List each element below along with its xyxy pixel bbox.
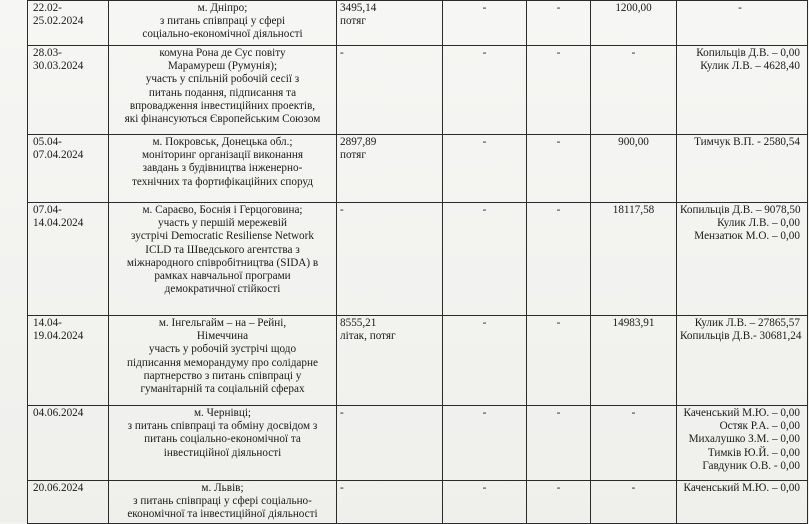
trip-destination-text: технічних та фортифікаційних споруд xyxy=(132,175,313,188)
expense-col6-cell xyxy=(591,203,677,316)
participants-cell xyxy=(677,203,808,316)
trip-dates-cell xyxy=(28,135,109,203)
trip-destination-text: Німеччина xyxy=(196,330,249,343)
trip-dates-text: 14.04- xyxy=(33,317,62,329)
travel-cost-cell xyxy=(337,46,443,135)
trip-destination-text: партнерство з питань співпраці у xyxy=(143,369,302,382)
trip-destination-text: інвестиційної діяльності xyxy=(163,446,282,459)
expense-col5-cell xyxy=(527,316,591,406)
table-body xyxy=(28,1,808,524)
table-row xyxy=(28,46,808,135)
trip-destination-text: впровадження інвестиційних проектів, xyxy=(129,99,316,112)
participants-text: Копильців Д.В. – 9078,50 xyxy=(680,204,801,216)
participants-text: Копильців Д.В.- 30681,24 xyxy=(680,330,802,343)
participants-text: Кулик Л.В. – 4628,40 xyxy=(700,60,800,73)
trip-dates-text: 28.03- xyxy=(33,47,62,59)
trip-destination-text: економічної та інвестиційної діяльності xyxy=(127,508,318,521)
expense-col5-cell xyxy=(527,406,591,481)
travel-cost-text: 2897,89 xyxy=(340,136,377,148)
travel-cost-cell xyxy=(337,135,443,203)
trip-destination-text: підписання меморандуму про солідарне xyxy=(127,356,318,369)
trip-destination-text: питань соціально-економічної та xyxy=(144,433,301,446)
travel-cost-text: 8555,21 xyxy=(340,317,377,329)
trip-dates-text: 30.03.2024 xyxy=(33,60,84,73)
expense-col5-cell xyxy=(527,1,591,46)
expense-col5-cell xyxy=(527,135,591,203)
expense-col5-cell xyxy=(527,481,591,524)
expense-col4-cell xyxy=(443,481,527,524)
expense-col5-cell xyxy=(527,46,591,135)
travel-cost-text: літак, потяг xyxy=(340,330,396,343)
trip-destination-cell xyxy=(109,406,337,481)
expense-col4-text: - xyxy=(482,482,487,494)
trip-dates-cell xyxy=(28,316,109,406)
expense-col4-text: - xyxy=(482,136,487,148)
expense-col6-cell xyxy=(591,135,677,203)
trip-dates-text: 20.06.2024 xyxy=(33,482,84,494)
participants-text: Каченський М.Ю. – 0,00 xyxy=(683,482,800,494)
trip-destination-text: участь у першій мережевій xyxy=(158,217,287,230)
trip-dates-cell xyxy=(28,406,109,481)
expense-col5-text: - xyxy=(556,317,561,329)
trip-destination-text: участь у спільній робочій сесії з xyxy=(145,73,300,86)
trip-destination-text: м. Львів; xyxy=(201,482,244,494)
expense-col5-text: - xyxy=(556,482,561,494)
expense-col5-cell xyxy=(527,203,591,316)
trip-destination-text: м. Чернівці; xyxy=(193,407,252,419)
participants-text: Тимків Ю.Й. – 0,00 xyxy=(707,446,800,459)
trip-destination-text: питань подання, підписання та xyxy=(148,86,297,99)
trip-dates-cell xyxy=(28,481,109,524)
trip-destination-text: які фінансуються Європейським Союзом xyxy=(124,113,321,126)
trip-dates-text: 14.04.2024 xyxy=(33,217,84,230)
expense-col4-text: - xyxy=(482,317,487,329)
participants-text: Мензатюк М.О. – 0,00 xyxy=(694,230,800,243)
trip-destination-cell xyxy=(109,1,337,46)
travel-cost-cell xyxy=(337,316,443,406)
participants-text: - xyxy=(738,2,742,14)
business-trips-table xyxy=(27,0,808,524)
travel-cost-text: - xyxy=(340,407,344,419)
travel-cost-text: 3495,14 xyxy=(340,2,377,14)
participants-text: Копильців Д.В. – 0,00 xyxy=(696,47,800,59)
trip-dates-text: 22.02- xyxy=(33,2,62,14)
expense-col6-cell xyxy=(591,406,677,481)
expense-col6-cell xyxy=(591,316,677,406)
trip-dates-text: 07.04- xyxy=(33,204,62,216)
trip-destination-text: м. Покровськ, Донецька обл.; xyxy=(152,136,293,148)
participants-cell xyxy=(677,46,808,135)
expense-col5-text: - xyxy=(556,2,561,14)
participants-cell xyxy=(677,1,808,46)
trip-dates-text: 07.04.2024 xyxy=(33,149,84,162)
trip-dates-cell xyxy=(28,203,109,316)
table-row xyxy=(28,135,808,203)
trip-destination-text: міжнародного співробітництва (SIDA) в xyxy=(126,256,319,269)
participants-text: Тимчук В.П. - 2580,54 xyxy=(694,136,800,148)
trip-destination-text: з питань співпраці у сфері соціально- xyxy=(133,495,312,508)
trip-dates-text: 25.02.2024 xyxy=(33,15,84,28)
trip-destination-text: комуна Рона де Сус повіту xyxy=(159,47,286,59)
expense-col6-cell xyxy=(591,1,677,46)
expense-col6-text: 900,00 xyxy=(618,136,649,148)
expense-col6-text: 1200,00 xyxy=(615,2,652,14)
table-row xyxy=(28,1,808,46)
trip-destination-text: м. Інгельгайм – на – Рейні, xyxy=(158,317,287,329)
expense-col5-text: - xyxy=(556,47,561,59)
expense-col6-text: 14983,91 xyxy=(612,317,655,329)
table-row xyxy=(28,316,808,406)
expense-col6-cell xyxy=(591,46,677,135)
expense-col5-text: - xyxy=(556,407,561,419)
travel-cost-cell xyxy=(337,406,443,481)
participants-cell xyxy=(677,135,808,203)
expense-col4-cell xyxy=(443,316,527,406)
trip-dates-cell xyxy=(28,1,109,46)
trip-destination-text: рамках навчальної програми xyxy=(154,270,291,283)
travel-cost-text: потяг xyxy=(340,15,366,28)
table-row xyxy=(28,481,808,524)
expense-col6-cell xyxy=(591,481,677,524)
trip-destination-cell xyxy=(109,46,337,135)
trip-destination-text: м. Сараєво, Боснія і Герцоговина; xyxy=(142,204,303,216)
participants-text: Михалушко З.М. – 0,00 xyxy=(688,433,800,446)
travel-cost-cell xyxy=(337,481,443,524)
participants-cell xyxy=(677,316,808,406)
table-row xyxy=(28,406,808,481)
travel-cost-text: - xyxy=(340,47,344,59)
travel-cost-cell xyxy=(337,1,443,46)
trip-destination-cell xyxy=(109,316,337,406)
participants-text: Кулик Л.В. – 27865,57 xyxy=(694,317,800,329)
expense-col4-text: - xyxy=(482,407,487,419)
trip-destination-text: соціально-економічної діяльності xyxy=(142,28,303,41)
expense-col4-text: - xyxy=(482,204,487,216)
expense-col6-text: 18117,58 xyxy=(612,204,655,216)
expense-col4-cell xyxy=(443,46,527,135)
trip-dates-text: 04.06.2024 xyxy=(33,407,84,419)
participants-text: Остяк Р.А. – 0,00 xyxy=(719,420,800,433)
trip-destination-text: з питань співпраці та обміну досвідом з xyxy=(127,420,318,433)
trip-destination-text: зустрічі Democratic Resiliense Network xyxy=(131,230,314,243)
trip-dates-cell xyxy=(28,46,109,135)
trip-dates-text: 05.04- xyxy=(33,136,62,148)
table-row xyxy=(28,203,808,316)
trip-destination-text: ICLD та Шведського агентства з xyxy=(145,243,300,256)
expense-col4-text: - xyxy=(482,47,487,59)
travel-cost-text: - xyxy=(340,204,344,216)
expense-col4-cell xyxy=(443,135,527,203)
participants-text: Гавдуник О.В. - 0,00 xyxy=(702,459,800,472)
expense-col4-cell xyxy=(443,203,527,316)
travel-cost-cell xyxy=(337,203,443,316)
trip-destination-text: моніторинг організації виконання xyxy=(141,149,304,162)
travel-cost-text: потяг xyxy=(340,149,366,162)
expense-col6-text: - xyxy=(631,47,636,59)
participants-cell xyxy=(677,481,808,524)
trip-destination-text: участь у робочій зустрічі щодо xyxy=(148,343,297,356)
participants-text: Каченський М.Ю. – 0,00 xyxy=(683,407,800,419)
trip-dates-text: 19.04.2024 xyxy=(33,330,84,343)
expense-col5-text: - xyxy=(556,204,561,216)
participants-cell xyxy=(677,406,808,481)
expense-col6-text: - xyxy=(631,407,636,419)
expense-col4-text: - xyxy=(482,2,487,14)
participants-text: Кулик Л.В. – 0,00 xyxy=(717,217,800,230)
expense-col5-text: - xyxy=(556,136,561,148)
expense-col6-text: - xyxy=(631,482,636,494)
trip-destination-text: гуманітарній та соціальній сферах xyxy=(140,383,305,396)
travel-cost-text: - xyxy=(340,482,344,494)
trip-destination-cell xyxy=(109,481,337,524)
trip-destination-text: з питань співпраці у сфері xyxy=(159,15,286,28)
trip-destination-text: завдань з будівництва інженерно- xyxy=(142,162,303,175)
trip-destination-text: м. Дніпро; xyxy=(197,2,248,14)
trip-destination-text: Марамуреш (Румунія); xyxy=(167,60,278,73)
trip-destination-cell xyxy=(109,203,337,316)
expense-col4-cell xyxy=(443,1,527,46)
expense-col4-cell xyxy=(443,406,527,481)
trip-destination-text: демократичної стійкості xyxy=(164,283,281,296)
trip-destination-cell xyxy=(109,135,337,203)
